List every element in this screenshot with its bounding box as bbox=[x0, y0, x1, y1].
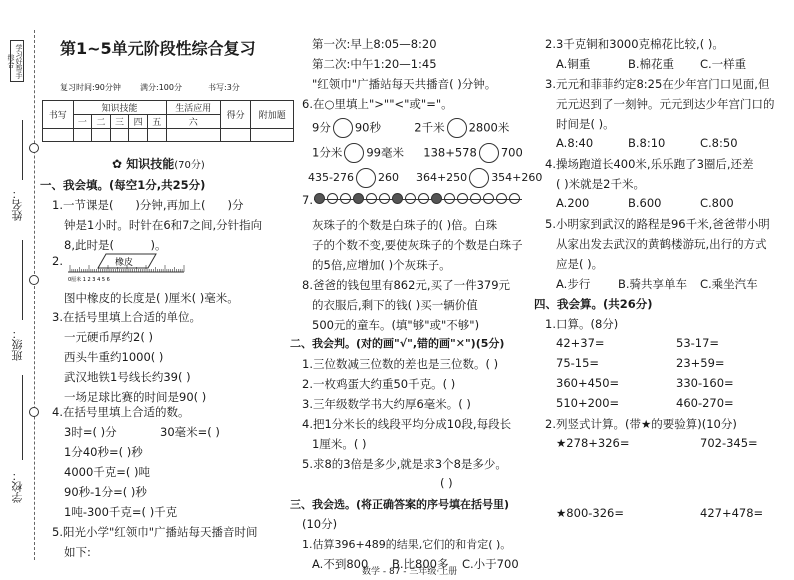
school-line bbox=[22, 375, 23, 460]
choice-5-c: C.乘坐汽车 bbox=[700, 277, 758, 291]
score-blank[interactable] bbox=[43, 129, 74, 142]
choice-3-line2: 元元迟到了一刻钟。元元到达少年宫门口的 bbox=[556, 97, 775, 111]
score-blank[interactable] bbox=[251, 129, 294, 142]
choice-5-b: B.骑共享单车 bbox=[618, 277, 688, 291]
white-bead bbox=[327, 193, 338, 204]
calc-2-title: 2.列竖式计算。(带★的要验算)(10分) bbox=[545, 417, 737, 431]
choice-5-line2: 从家出发去武汉的黄鹤楼游玩,出行的方式 bbox=[556, 237, 767, 251]
choice-3-line1: 3.元元和菲菲约定8:25在少年宫门口见面,但 bbox=[545, 77, 770, 91]
white-bead bbox=[470, 193, 481, 204]
gray-bead bbox=[314, 193, 325, 204]
white-bead bbox=[418, 193, 429, 204]
score-col-2: 二 bbox=[92, 115, 111, 129]
compare-circle[interactable] bbox=[356, 168, 376, 188]
score-col-5: 五 bbox=[147, 115, 166, 129]
q3-item-2: 西头牛重约1000( ) bbox=[64, 350, 164, 364]
score-blank[interactable] bbox=[166, 129, 220, 142]
calc-2-r2a: ★800-326= bbox=[556, 506, 624, 520]
q7-line1: 灰珠子的个数是白珠子的( )倍。白珠 bbox=[312, 218, 498, 232]
score-col-1: 一 bbox=[73, 115, 92, 129]
compare-circle[interactable] bbox=[333, 118, 353, 138]
q3-title: 3.在括号里填上合适的单位。 bbox=[52, 310, 201, 324]
q4-title: 4.在括号里填上合适的数。 bbox=[52, 405, 190, 419]
q1-line1: 1.一节课是( )分钟,再加上( )分 bbox=[52, 198, 244, 212]
choice-1: 1.估算396+489的结果,它们的和肯定( )。 bbox=[302, 538, 512, 551]
choice-5-a: A.步行 bbox=[556, 277, 591, 291]
score-blank[interactable] bbox=[92, 129, 111, 142]
q6-row-1: 9分 90秒 2千米 2800米 bbox=[312, 118, 509, 138]
gray-bead bbox=[392, 193, 403, 204]
choice-4-c: C.800 bbox=[700, 196, 734, 210]
calc-2-r2b: 427+478= bbox=[700, 506, 764, 520]
white-bead bbox=[457, 193, 468, 204]
q1-line2: 钟是1小时。时针在6和7之间,分针指向 bbox=[64, 218, 263, 232]
judge-5a: 5.求8的3倍是多少,就是求3个8是多少。 bbox=[302, 457, 507, 471]
judge-4a: 4.把1分米长的线段平均分成10段,每段长 bbox=[302, 417, 512, 431]
q4-row-4: 90秒-1分=( )秒 bbox=[64, 485, 147, 499]
gray-bead bbox=[353, 193, 364, 204]
section-4-title: 四、我会算。(共26分) bbox=[534, 297, 653, 311]
q4-row-5: 1吨-300千克=( )千克 bbox=[64, 505, 178, 519]
compare-circle[interactable] bbox=[469, 168, 489, 188]
white-bead bbox=[483, 193, 494, 204]
review-time: 复习时间:90分钟 bbox=[60, 83, 121, 92]
judge-2: 2.一枚鸡蛋大约重50千克。( ) bbox=[302, 377, 456, 391]
q2-text: 图中橡皮的长度是( )厘米( )毫米。 bbox=[64, 291, 239, 305]
score-cell-knowledge: 知识技能 bbox=[73, 101, 166, 115]
name-label: 姓名： bbox=[11, 188, 24, 221]
section-2-title: 二、我会判。(对的画"√",错的画"✕")(5分) bbox=[290, 337, 505, 350]
calc-1-r2a: 75-15= bbox=[556, 356, 600, 370]
choice-1-b: B.比800多 bbox=[392, 557, 449, 571]
choice-3-a: A.8:40 bbox=[556, 136, 594, 150]
knowledge-title: ✿ 知识技能(70分) bbox=[112, 157, 205, 171]
choice-4-a: A.200 bbox=[556, 196, 590, 210]
white-bead bbox=[366, 193, 377, 204]
calc-1-r4b: 460-270= bbox=[676, 396, 734, 410]
writing-score: 书写:3分 bbox=[208, 83, 240, 92]
score-col-6: 六 bbox=[166, 115, 220, 129]
white-bead bbox=[509, 193, 520, 204]
schedule-question: "红领巾"广播站每天共播音( )分钟。 bbox=[312, 77, 497, 91]
q6-row-2: 1分米 99毫米 138+578 700 bbox=[312, 143, 523, 163]
compare-circle[interactable] bbox=[344, 143, 364, 163]
q6-row-3: 435-276 260 364+250 354+260 bbox=[308, 168, 542, 188]
choice-2-b: B.棉花重 bbox=[628, 57, 675, 71]
class-line bbox=[22, 240, 23, 320]
q8-line1: 8.爸爸的钱包里有862元,买了一件379元 bbox=[302, 278, 511, 292]
score-blank[interactable] bbox=[129, 129, 148, 142]
q5-line2: 如下: bbox=[64, 545, 91, 559]
choice-1-a: A.不到800 bbox=[312, 557, 369, 571]
white-bead bbox=[405, 193, 416, 204]
section-1-title: 一、我会填。(每空1分,共25分) bbox=[40, 178, 206, 192]
q4-row-3: 4000千克=( )吨 bbox=[64, 465, 151, 479]
score-blank[interactable] bbox=[73, 129, 92, 142]
score-cell-extra: 附加题 bbox=[251, 101, 294, 129]
score-blank[interactable] bbox=[220, 129, 251, 142]
page-footer: 数学 - 87 - 三年级·上册 bbox=[362, 567, 458, 577]
side-dashed-line bbox=[34, 30, 35, 560]
judge-4b: 1厘米。( ) bbox=[312, 437, 367, 451]
score-table bbox=[42, 100, 294, 142]
choice-5-line1: 5.小明家到武汉的路程是96千米,爸爸带小明 bbox=[545, 217, 770, 231]
calc-1-r2b: 23+59= bbox=[676, 356, 725, 370]
q7-number: 7. bbox=[302, 193, 313, 207]
white-bead bbox=[340, 193, 351, 204]
q4-row-1a: 3时=( )分 bbox=[64, 425, 117, 439]
choice-4-line2: ( )米就是2千米。 bbox=[556, 177, 645, 191]
q7-line2: 子的个数不变,要使灰珠子的个数是白珠子 bbox=[312, 238, 523, 252]
q3-item-1: 一元硬币厚约2( ) bbox=[64, 330, 153, 344]
calc-1-r1b: 53-17= bbox=[676, 336, 720, 350]
choice-2-c: C.一样重 bbox=[700, 57, 747, 71]
choice-2-a: A.铜重 bbox=[556, 57, 591, 71]
q3-item-3: 武汉地铁1号线长约39( ) bbox=[64, 370, 191, 384]
section-3-title: 三、我会选。(将正确答案的序号填在括号里) bbox=[290, 498, 510, 511]
calc-1-title: 1.口算。(8分) bbox=[545, 317, 619, 331]
judge-5b: ( ) bbox=[440, 476, 453, 490]
school-label: 学校： bbox=[11, 470, 24, 503]
eraser-label: 橡皮 bbox=[114, 258, 134, 268]
choice-3-c: C.8:50 bbox=[700, 136, 738, 150]
q8-line2: 的衣服后,剩下的钱( )买一辆价值 bbox=[312, 298, 478, 312]
choice-4-b: B.600 bbox=[628, 196, 662, 210]
score-col-4: 四 bbox=[129, 115, 148, 129]
white-bead bbox=[379, 193, 390, 204]
q4-row-1b: 30毫米=( ) bbox=[160, 425, 220, 439]
q4-row-2: 1分40秒=( )秒 bbox=[64, 445, 143, 459]
ruler-tick-labels: 0厘米 1 2 3 4 5 6 bbox=[68, 277, 110, 282]
class-label: 班级： bbox=[11, 328, 24, 361]
calc-2-r1a: ★278+326= bbox=[556, 436, 630, 450]
score-cell-writing: 书写 bbox=[43, 101, 74, 129]
q2-number: 2. bbox=[52, 254, 63, 268]
score-col-3: 三 bbox=[110, 115, 129, 129]
score-cell-total: 得分 bbox=[220, 101, 251, 129]
bead-string bbox=[314, 193, 524, 207]
choice-3-line3: 时间是( )。 bbox=[556, 117, 615, 131]
choice-4-line1: 4.操场跑道长400米,乐乐跑了3圈后,还差 bbox=[545, 157, 754, 171]
judge-3: 3.三年级数学书大约厚6毫米。( ) bbox=[302, 397, 471, 411]
choice-2: 2.3千克铜和3000克棉花比较,( )。 bbox=[545, 37, 724, 51]
calc-1-r3b: 330-160= bbox=[676, 376, 734, 390]
score-cell-life: 生活应用 bbox=[166, 101, 220, 115]
hole-mid bbox=[29, 275, 39, 285]
calc-1-r1a: 42+37= bbox=[556, 336, 605, 350]
q6-title: 6.在○里填上">""<"或"="。 bbox=[302, 97, 453, 111]
hole-bottom bbox=[29, 407, 39, 417]
q3-item-4: 一场足球比赛的时间是90( ) bbox=[64, 390, 207, 404]
q8-line3: 500元的童车。(填"够"或"不够") bbox=[312, 318, 480, 332]
choice-5-line3: 应是( )。 bbox=[556, 257, 604, 271]
white-bead bbox=[444, 193, 455, 204]
compare-circle[interactable] bbox=[447, 118, 467, 138]
full-score: 满分:100分 bbox=[140, 83, 182, 92]
ruler-figure bbox=[64, 250, 194, 282]
side-stamp: 学习好帮手 综合 bbox=[10, 40, 24, 82]
gray-bead bbox=[431, 193, 442, 204]
hole-top bbox=[29, 143, 39, 153]
white-bead bbox=[496, 193, 507, 204]
name-line bbox=[22, 120, 23, 180]
calc-2-r1b: 702-345= bbox=[700, 436, 758, 450]
q7-line3: 的5倍,应增加( )个灰珠子。 bbox=[312, 258, 451, 272]
calc-1-r4a: 510+200= bbox=[556, 396, 620, 410]
schedule-2: 第二次:中午1:20—1:45 bbox=[312, 57, 437, 71]
choice-1-c: C.小于700 bbox=[462, 557, 519, 571]
page-title: 第1~5单元阶段性综合复习 bbox=[60, 39, 256, 58]
choice-3-b: B.8:10 bbox=[628, 136, 666, 150]
q1-line3: 8,此时是( )。 bbox=[64, 238, 167, 252]
judge-1: 1.三位数减三位数的差也是三位数。( ) bbox=[302, 357, 499, 371]
schedule-1: 第一次:早上8:05—8:20 bbox=[312, 37, 437, 51]
q5-line1: 5.阳光小学"红领巾"广播站每天播音时间 bbox=[52, 525, 258, 539]
score-blank[interactable] bbox=[110, 129, 129, 142]
score-blank[interactable] bbox=[147, 129, 166, 142]
calc-1-r3a: 360+450= bbox=[556, 376, 620, 390]
section-3-points: (10分) bbox=[302, 517, 338, 531]
compare-circle[interactable] bbox=[479, 143, 499, 163]
